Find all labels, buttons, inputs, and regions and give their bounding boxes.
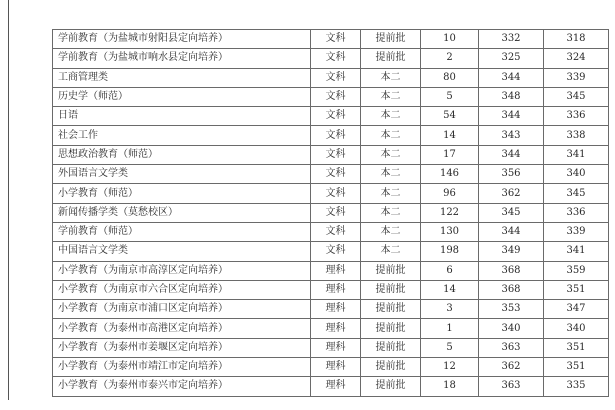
subject-cell: 文科 <box>311 49 361 68</box>
min-score-cell: 335 <box>544 377 609 396</box>
batch-cell: 本二 <box>361 107 421 126</box>
major-cell: 历史学（师范） <box>53 87 311 106</box>
major-cell: 小学教育（为南京市浦口区定向培养） <box>53 300 311 319</box>
min-score-cell: 340 <box>544 319 609 338</box>
batch-cell: 本二 <box>361 126 421 145</box>
table-row <box>53 87 609 106</box>
min-score-cell: 345 <box>544 87 609 106</box>
table-row <box>53 300 609 319</box>
batch-cell: 提前批 <box>361 338 421 357</box>
min-score-cell: 339 <box>544 68 609 87</box>
major-cell: 小学教育（为泰州市高港区定向培养） <box>53 319 311 338</box>
subject-cell: 理科 <box>311 338 361 357</box>
max-score-cell: 345 <box>479 203 544 222</box>
min-score-cell: 351 <box>544 338 609 357</box>
min-score-cell: 359 <box>544 261 609 280</box>
plan-count-cell: 14 <box>421 126 479 145</box>
plan-count-cell: 146 <box>421 165 479 184</box>
max-score-cell: 353 <box>479 300 544 319</box>
min-score-cell: 351 <box>544 280 609 299</box>
major-cell: 学前教育（师范） <box>53 222 311 241</box>
subject-cell: 理科 <box>311 319 361 338</box>
subject-cell: 理科 <box>311 280 361 299</box>
major-cell: 日语 <box>53 107 311 126</box>
table-row <box>53 145 609 164</box>
max-score-cell: 343 <box>479 126 544 145</box>
max-score-cell: 349 <box>479 242 544 261</box>
plan-count-cell: 80 <box>421 68 479 87</box>
subject-cell: 理科 <box>311 300 361 319</box>
batch-cell: 提前批 <box>361 300 421 319</box>
plan-count-cell: 5 <box>421 338 479 357</box>
batch-cell: 本二 <box>361 242 421 261</box>
min-score-cell: 351 <box>544 358 609 377</box>
major-cell: 小学教育（为泰州市靖江市定向培养） <box>53 358 311 377</box>
plan-count-cell: 18 <box>421 377 479 396</box>
plan-count-cell: 122 <box>421 203 479 222</box>
major-cell: 新闻传播学类（莫愁校区） <box>53 203 311 222</box>
table-body <box>53 30 609 397</box>
subject-cell: 文科 <box>311 242 361 261</box>
max-score-cell: 348 <box>479 87 544 106</box>
max-score-cell: 362 <box>479 184 544 203</box>
subject-cell: 理科 <box>311 261 361 280</box>
subject-cell: 文科 <box>311 87 361 106</box>
batch-cell: 本二 <box>361 145 421 164</box>
max-score-cell: 340 <box>479 319 544 338</box>
max-score-cell: 332 <box>479 30 544 49</box>
max-score-cell: 344 <box>479 107 544 126</box>
plan-count-cell: 17 <box>421 145 479 164</box>
major-cell: 小学教育（为泰州市姜堰区定向培养） <box>53 338 311 357</box>
major-cell: 学前教育（为盐城市射阳县定向培养） <box>53 30 311 49</box>
table-row <box>53 319 609 338</box>
page-margin-rule <box>8 0 9 400</box>
major-cell: 工商管理类 <box>53 68 311 87</box>
major-cell: 外国语言文学类 <box>53 165 311 184</box>
subject-cell: 文科 <box>311 30 361 49</box>
admission-score-table <box>52 29 609 397</box>
batch-cell: 本二 <box>361 203 421 222</box>
table-row <box>53 261 609 280</box>
max-score-cell: 362 <box>479 358 544 377</box>
batch-cell: 提前批 <box>361 261 421 280</box>
min-score-cell: 345 <box>544 184 609 203</box>
table-row <box>53 222 609 241</box>
batch-cell: 提前批 <box>361 49 421 68</box>
plan-count-cell: 12 <box>421 358 479 377</box>
table-row <box>53 242 609 261</box>
subject-cell: 文科 <box>311 184 361 203</box>
max-score-cell: 368 <box>479 261 544 280</box>
min-score-cell: 339 <box>544 222 609 241</box>
plan-count-cell: 10 <box>421 30 479 49</box>
major-cell: 小学教育（师范） <box>53 184 311 203</box>
max-score-cell: 356 <box>479 165 544 184</box>
max-score-cell: 363 <box>479 377 544 396</box>
table-row <box>53 30 609 49</box>
subject-cell: 文科 <box>311 68 361 87</box>
table-row <box>53 184 609 203</box>
subject-cell: 文科 <box>311 165 361 184</box>
table-row <box>53 165 609 184</box>
major-cell: 思想政治教育（师范） <box>53 145 311 164</box>
plan-count-cell: 96 <box>421 184 479 203</box>
subject-cell: 文科 <box>311 222 361 241</box>
plan-count-cell: 6 <box>421 261 479 280</box>
plan-count-cell: 198 <box>421 242 479 261</box>
batch-cell: 提前批 <box>361 280 421 299</box>
plan-count-cell: 2 <box>421 49 479 68</box>
table-row <box>53 68 609 87</box>
batch-cell: 本二 <box>361 222 421 241</box>
batch-cell: 提前批 <box>361 358 421 377</box>
min-score-cell: 318 <box>544 30 609 49</box>
min-score-cell: 347 <box>544 300 609 319</box>
min-score-cell: 341 <box>544 242 609 261</box>
major-cell: 中国语言文学类 <box>53 242 311 261</box>
batch-cell: 本二 <box>361 165 421 184</box>
major-cell: 社会工作 <box>53 126 311 145</box>
subject-cell: 文科 <box>311 203 361 222</box>
plan-count-cell: 3 <box>421 300 479 319</box>
subject-cell: 理科 <box>311 358 361 377</box>
min-score-cell: 341 <box>544 145 609 164</box>
plan-count-cell: 14 <box>421 280 479 299</box>
batch-cell: 本二 <box>361 184 421 203</box>
subject-cell: 文科 <box>311 126 361 145</box>
min-score-cell: 336 <box>544 107 609 126</box>
table-row <box>53 358 609 377</box>
plan-count-cell: 5 <box>421 87 479 106</box>
major-cell: 学前教育（为盐城市响水县定向培养） <box>53 49 311 68</box>
batch-cell: 提前批 <box>361 30 421 49</box>
max-score-cell: 363 <box>479 338 544 357</box>
batch-cell: 本二 <box>361 68 421 87</box>
table-row <box>53 377 609 396</box>
batch-cell: 本二 <box>361 87 421 106</box>
min-score-cell: 338 <box>544 126 609 145</box>
table-row <box>53 107 609 126</box>
max-score-cell: 325 <box>479 49 544 68</box>
major-cell: 小学教育（为南京市六合区定向培养） <box>53 280 311 299</box>
max-score-cell: 344 <box>479 145 544 164</box>
subject-cell: 文科 <box>311 145 361 164</box>
min-score-cell: 336 <box>544 203 609 222</box>
table-row <box>53 338 609 357</box>
table-row <box>53 280 609 299</box>
subject-cell: 理科 <box>311 377 361 396</box>
table-row <box>53 49 609 68</box>
batch-cell: 提前批 <box>361 377 421 396</box>
table-row <box>53 203 609 222</box>
max-score-cell: 344 <box>479 222 544 241</box>
subject-cell: 文科 <box>311 107 361 126</box>
min-score-cell: 324 <box>544 49 609 68</box>
plan-count-cell: 1 <box>421 319 479 338</box>
batch-cell: 提前批 <box>361 319 421 338</box>
max-score-cell: 344 <box>479 68 544 87</box>
plan-count-cell: 54 <box>421 107 479 126</box>
min-score-cell: 340 <box>544 165 609 184</box>
plan-count-cell: 130 <box>421 222 479 241</box>
major-cell: 小学教育（为南京市高淳区定向培养） <box>53 261 311 280</box>
table-row <box>53 126 609 145</box>
max-score-cell: 368 <box>479 280 544 299</box>
major-cell: 小学教育（为泰州市泰兴市定向培养） <box>53 377 311 396</box>
